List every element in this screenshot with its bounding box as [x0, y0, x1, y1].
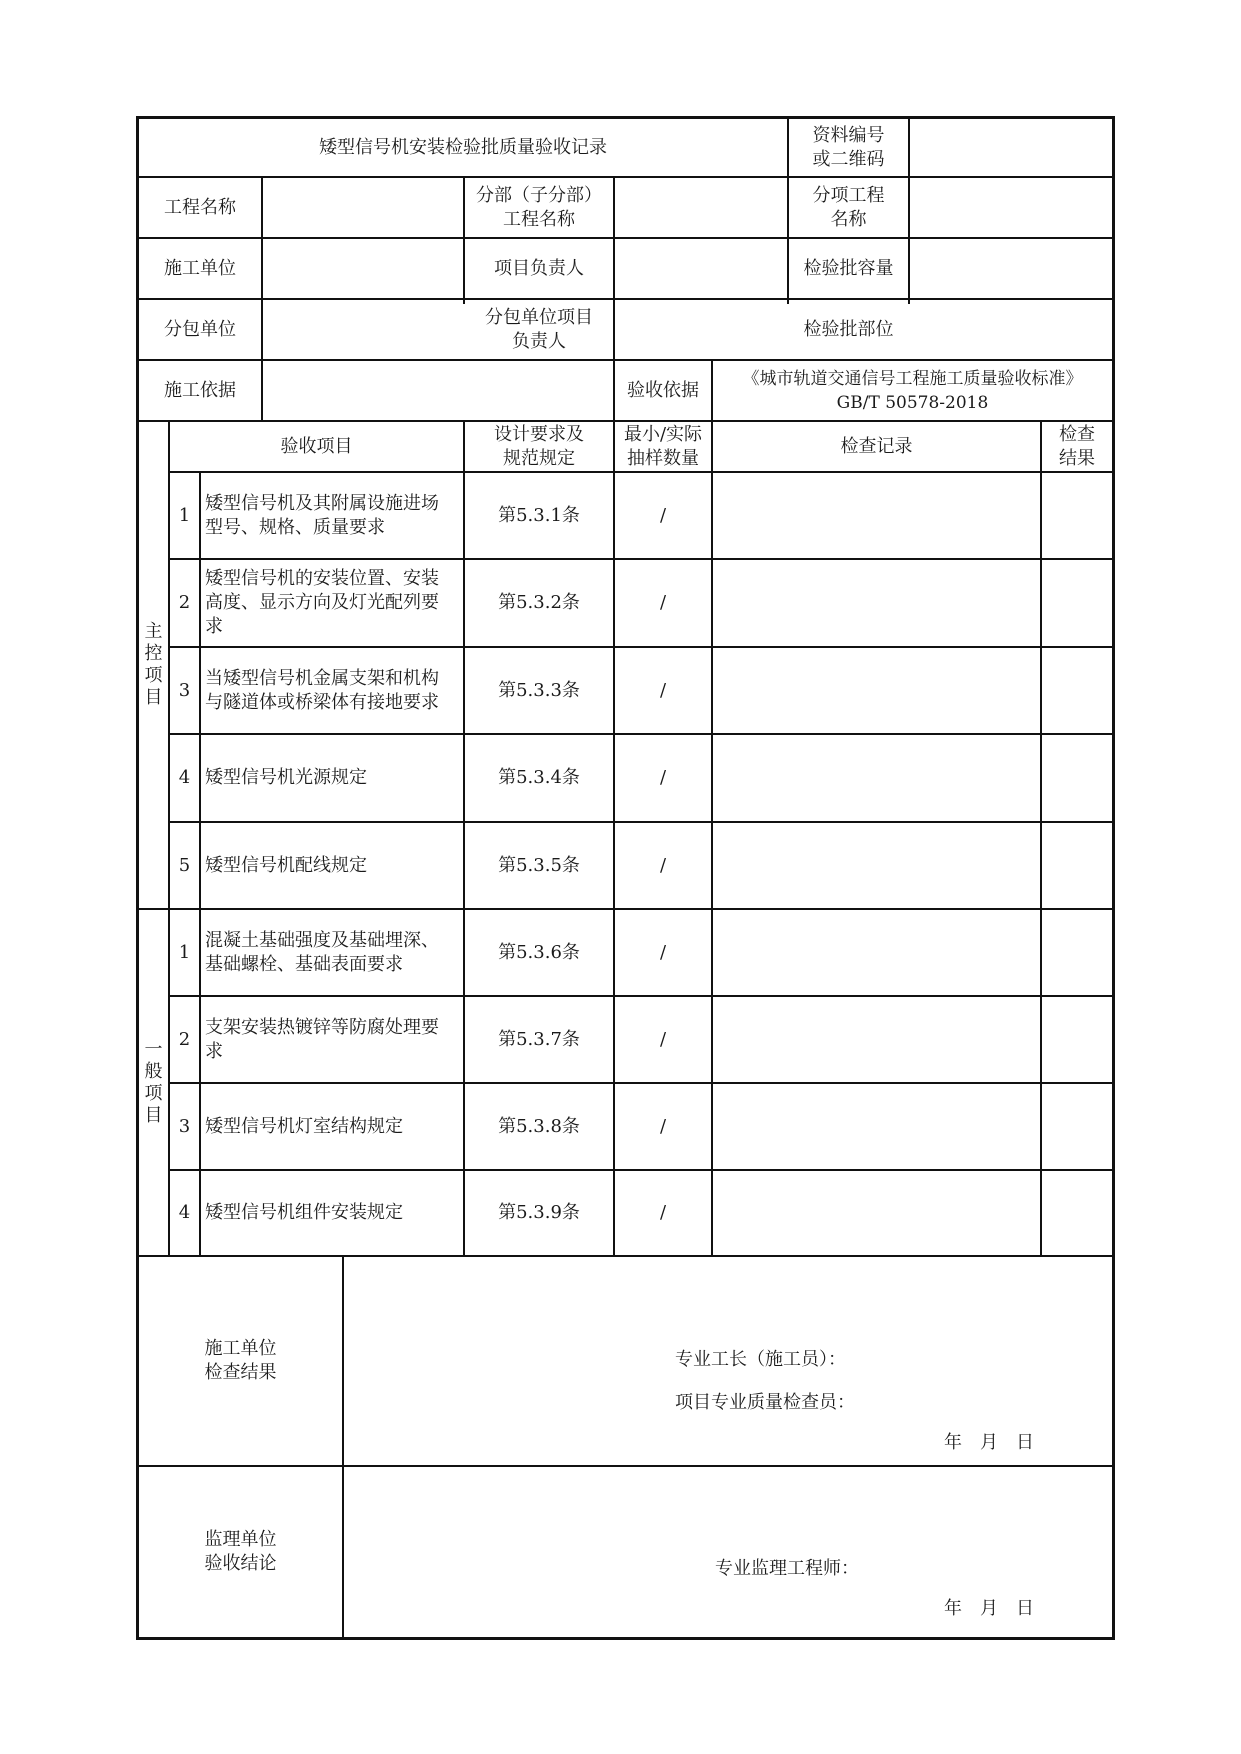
- project-name-field[interactable]: [263, 178, 463, 237]
- col-record-header: 检查记录: [840, 435, 913, 457]
- rule: [342, 1255, 344, 1640]
- subcontractor-label: 分包单位: [164, 318, 236, 340]
- quality-inspector-signature-label: 项目专业质量检查员：: [675, 1392, 855, 1413]
- batch-location-label: 检验批部位: [803, 318, 894, 340]
- row-clause: 第5.3.6条: [498, 941, 580, 963]
- row-description: 混凝土基础强度及基础埋深、 基础螺栓、基础表面要求: [205, 929, 439, 975]
- row-description: 矮型信号机组件安装规定: [205, 1202, 403, 1223]
- supervision-check-label: 监理单位 验收结论: [204, 1529, 277, 1574]
- foreman-signature-label: 专业工长（施工员）：: [675, 1349, 846, 1370]
- project-name-label: 工程名称: [164, 196, 236, 218]
- subcontractor-field[interactable]: [263, 300, 463, 359]
- row-result-field[interactable]: [1042, 1084, 1112, 1169]
- row-description: 矮型信号机的安装位置、安装 高度、显示方向及灯光配列要 求: [205, 568, 439, 637]
- row-clause: 第5.3.1条: [498, 504, 580, 526]
- row-clause: 第5.3.4条: [498, 767, 580, 788]
- row-result-field[interactable]: [1042, 1171, 1112, 1255]
- row-description: 支架安装热镀锌等防腐处理要 求: [205, 1016, 439, 1062]
- row-record-field[interactable]: [713, 823, 1040, 908]
- row-result-field[interactable]: [1042, 560, 1112, 646]
- row-sample: /: [659, 854, 667, 876]
- data-no-field[interactable]: [910, 119, 1112, 176]
- batch-location-field[interactable]: [910, 300, 1112, 359]
- row-sample: /: [659, 504, 667, 526]
- sub-item-label: 分项工程 名称: [812, 184, 885, 230]
- row-result-field[interactable]: [1042, 735, 1112, 821]
- sub-division-field[interactable]: [615, 178, 787, 237]
- col-result-header: 检查 结果: [1059, 423, 1095, 469]
- row-result-field[interactable]: [1042, 648, 1112, 733]
- row-record-field[interactable]: [713, 1171, 1040, 1255]
- row-sample: /: [659, 592, 667, 613]
- construction-unit-field[interactable]: [263, 239, 463, 298]
- batch-capacity-label: 检验批容量: [803, 257, 894, 279]
- construction-check-date: 年 月 日: [944, 1432, 1034, 1453]
- row-number: 1: [178, 504, 191, 526]
- row-description: 矮型信号机灯室结构规定: [205, 1115, 403, 1137]
- col-sample-header: 最小/实际 抽样数量: [623, 423, 703, 469]
- supervising-engineer-signature-label: 专业监理工程师：: [715, 1558, 859, 1579]
- row-sample: /: [659, 767, 667, 788]
- row-clause: 第5.3.5条: [498, 854, 580, 876]
- row-record-field[interactable]: [713, 910, 1040, 995]
- row-description: 矮型信号机及其附属设施进场 型号、规格、质量要求: [205, 492, 439, 538]
- project-leader-field[interactable]: [615, 239, 787, 298]
- row-number: 5: [178, 854, 191, 876]
- col-item-header: 验收项目: [280, 435, 353, 457]
- row-result-field[interactable]: [1042, 910, 1112, 995]
- row-record-field[interactable]: [713, 648, 1040, 733]
- row-number: 4: [178, 767, 191, 788]
- row-record-field[interactable]: [713, 473, 1040, 558]
- sub-item-field[interactable]: [910, 178, 1112, 237]
- row-result-field[interactable]: [1042, 473, 1112, 558]
- general-label-text: 一般项目: [144, 1038, 163, 1126]
- row-result-field[interactable]: [1042, 823, 1112, 908]
- row-clause: 第5.3.3条: [498, 679, 580, 701]
- row-number: 3: [178, 1115, 191, 1137]
- row-description: 当矮型信号机金属支架和机构 与隧道体或桥梁体有接地要求: [205, 667, 439, 713]
- row-result-field[interactable]: [1042, 997, 1112, 1082]
- subcontractor-leader-field[interactable]: [615, 300, 787, 359]
- row-clause: 第5.3.7条: [498, 1028, 580, 1050]
- row-record-field[interactable]: [713, 1084, 1040, 1169]
- row-number: 4: [178, 1202, 191, 1223]
- row-clause: 第5.3.8条: [498, 1115, 580, 1137]
- batch-capacity-field[interactable]: [910, 239, 1112, 298]
- construction-basis-label: 施工依据: [164, 379, 236, 401]
- row-record-field[interactable]: [713, 735, 1040, 821]
- project-leader-label: 项目负责人: [494, 257, 584, 279]
- row-number: 2: [178, 592, 191, 613]
- subcontractor-leader-label: 分包单位项目 负责人: [485, 306, 593, 352]
- data-no-label: 资料编号 或二维码: [812, 124, 885, 170]
- form-title: 矮型信号机安装检验批质量验收记录: [319, 136, 607, 158]
- row-clause: 第5.3.9条: [498, 1202, 580, 1223]
- row-description: 矮型信号机配线规定: [205, 854, 367, 876]
- construction-check-label: 施工单位 检查结果: [204, 1338, 277, 1383]
- construction-basis-field[interactable]: [263, 361, 613, 420]
- supervision-check-date: 年 月 日: [944, 1598, 1034, 1619]
- row-number: 1: [178, 941, 191, 963]
- construction-unit-label: 施工单位: [164, 257, 236, 279]
- row-sample: /: [659, 1028, 667, 1050]
- row-description: 矮型信号机光源规定: [205, 767, 367, 788]
- acceptance-basis-value: 《城市轨道交通信号工程施工质量验收标准》 GB/T 50578-2018: [742, 368, 1083, 413]
- row-sample: /: [659, 1115, 667, 1137]
- row-record-field[interactable]: [713, 560, 1040, 646]
- row-sample: /: [659, 679, 667, 701]
- row-number: 3: [178, 679, 191, 701]
- main-control-section-label: [139, 422, 168, 908]
- main-control-label-text: 主控项目: [144, 621, 163, 708]
- general-section-label: [139, 910, 168, 1255]
- row-sample: /: [659, 1202, 667, 1223]
- col-design-req-header: 设计要求及 规范规定: [494, 423, 584, 469]
- row-clause: 第5.3.2条: [498, 592, 580, 613]
- acceptance-basis-label: 验收依据: [627, 379, 699, 401]
- row-sample: /: [659, 941, 667, 963]
- sub-division-label: 分部（子分部） 工程名称: [476, 184, 602, 230]
- row-record-field[interactable]: [713, 997, 1040, 1082]
- row-number: 2: [178, 1028, 191, 1050]
